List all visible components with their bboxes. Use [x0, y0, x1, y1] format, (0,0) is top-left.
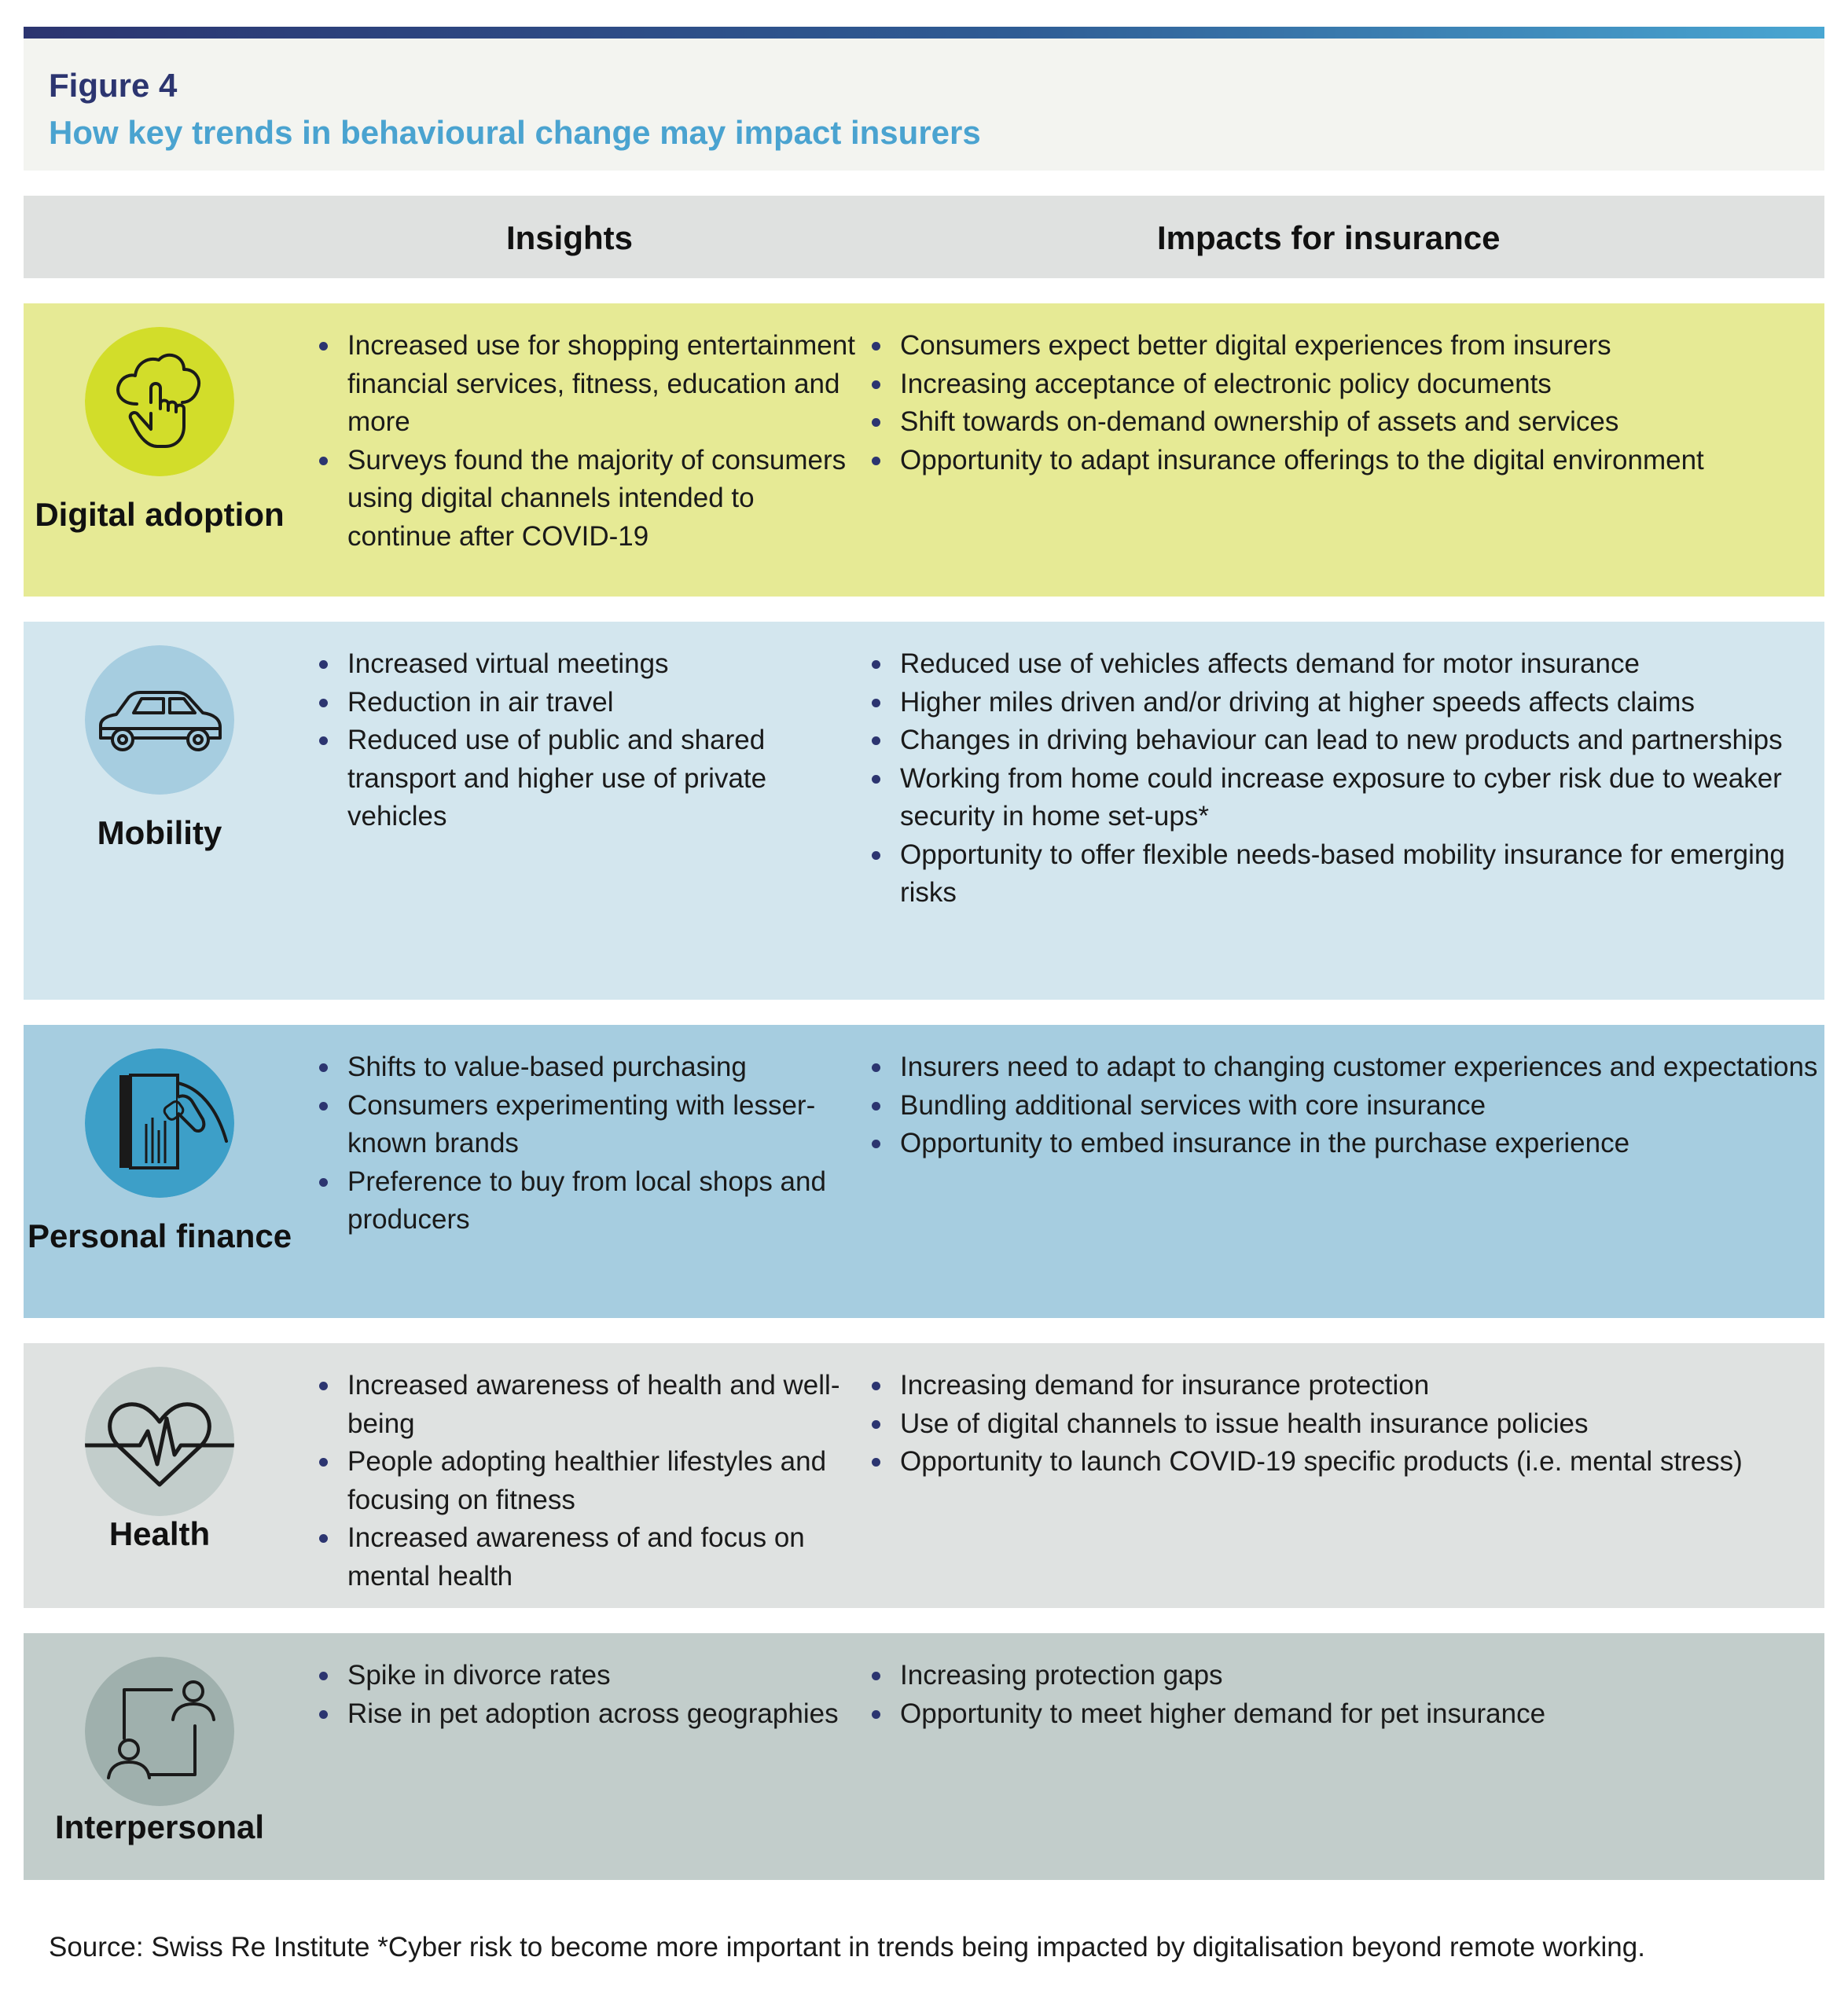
insight-item: Shifts to value-based purchasing [318, 1048, 860, 1087]
insight-item: Increased use for shopping entertainment financial services, fitness, education and more [318, 327, 860, 442]
insights-list [318, 645, 860, 836]
impact-item: Consumers expect better digital experiences from insurers [870, 327, 1824, 365]
category-label: Interpersonal [54, 1808, 265, 1845]
category-label: Mobility [97, 814, 222, 851]
category-label: Personal finance [27, 1217, 292, 1254]
impact-item: Opportunity to meet higher demand for pet insurance [870, 1695, 1824, 1734]
impact-item: Changes in driving behaviour can lead to new products and partnerships [870, 721, 1824, 760]
insight-item: Increased virtual meetings [318, 645, 860, 684]
impact-item: Increasing acceptance of electronic policy documents [870, 365, 1824, 404]
card-in-hand-icon [85, 1048, 234, 1198]
insights-list [318, 327, 860, 556]
cloud-touch-icon [85, 327, 234, 476]
insight-item: Increased awareness of health and well-being [318, 1367, 860, 1443]
insights-list [318, 1657, 860, 1733]
column-header-impacts: Impacts for insurance [1157, 219, 1501, 256]
row-interpersonal [24, 1633, 1824, 1880]
impact-item: Higher miles driven and/or driving at higher speeds affects claims [870, 684, 1824, 722]
row-personal-finance [24, 1025, 1824, 1318]
impact-item: Insurers need to adapt to changing customer experiences and expectations [870, 1048, 1824, 1087]
impacts-list [870, 1657, 1824, 1733]
figure-title-box [24, 39, 1824, 171]
insight-item: People adopting healthier lifestyles and focusing on fitness [318, 1443, 860, 1519]
impacts-list [870, 1367, 1824, 1481]
insight-item: Consumers experimenting with lesser-known brands [318, 1087, 860, 1163]
impact-item: Shift towards on-demand ownership of assets and services [870, 403, 1824, 442]
two-people-icon [85, 1657, 234, 1806]
impact-item: Increasing protection gaps [870, 1657, 1824, 1695]
car-icon [85, 645, 234, 795]
figure-label: Figure 4 [49, 67, 178, 104]
heartbeat-icon [85, 1367, 234, 1516]
insights-list [318, 1367, 860, 1595]
impact-item: Working from home could increase exposure to cyber risk due to weaker security in home set-ups* [870, 760, 1824, 836]
insights-list [318, 1048, 860, 1239]
impacts-list [870, 645, 1824, 912]
impact-item: Opportunity to offer flexible needs-based mobility insurance for emerging risks [870, 836, 1824, 912]
impact-item: Bundling additional services with core insurance [870, 1087, 1824, 1125]
insight-item: Increased awareness of and focus on mental health [318, 1519, 860, 1595]
figure-title: How key trends in behavioural change may impact insurers [49, 114, 981, 151]
impact-item: Opportunity to embed insurance in the purchase experience [870, 1125, 1824, 1163]
insight-item: Rise in pet adoption across geographies [318, 1695, 860, 1734]
table-header [24, 196, 1824, 278]
insight-item: Reduction in air travel [318, 684, 860, 722]
insight-item: Reduced use of public and shared transport and higher use of private vehicles [318, 721, 860, 836]
impacts-list [870, 327, 1824, 479]
row-mobility [24, 622, 1824, 1000]
impact-item: Increasing demand for insurance protection [870, 1367, 1824, 1405]
impacts-list [870, 1048, 1824, 1163]
top-accent-bar [24, 27, 1824, 39]
source-note: Source: Swiss Re Institute *Cyber risk to become more important in trends being impacted by digitalisation beyond remote working. [49, 1932, 1645, 1962]
row-digital-adoption [24, 303, 1824, 597]
insight-item: Spike in divorce rates [318, 1657, 860, 1695]
category-label: Digital adoption [35, 496, 285, 533]
impact-item: Opportunity to adapt insurance offerings to the digital environment [870, 442, 1824, 480]
impact-item: Reduced use of vehicles affects demand for motor insurance [870, 645, 1824, 684]
impact-item: Opportunity to launch COVID-19 specific products (i.e. mental stress) [870, 1443, 1824, 1481]
category-label: Health [108, 1515, 211, 1552]
column-header-insights: Insights [506, 219, 634, 256]
insight-item: Surveys found the majority of consumers using digital channels intended to continue after COVID-19 [318, 442, 860, 556]
insight-item: Preference to buy from local shops and producers [318, 1163, 860, 1239]
impact-item: Use of digital channels to issue health insurance policies [870, 1405, 1824, 1444]
row-health [24, 1343, 1824, 1608]
